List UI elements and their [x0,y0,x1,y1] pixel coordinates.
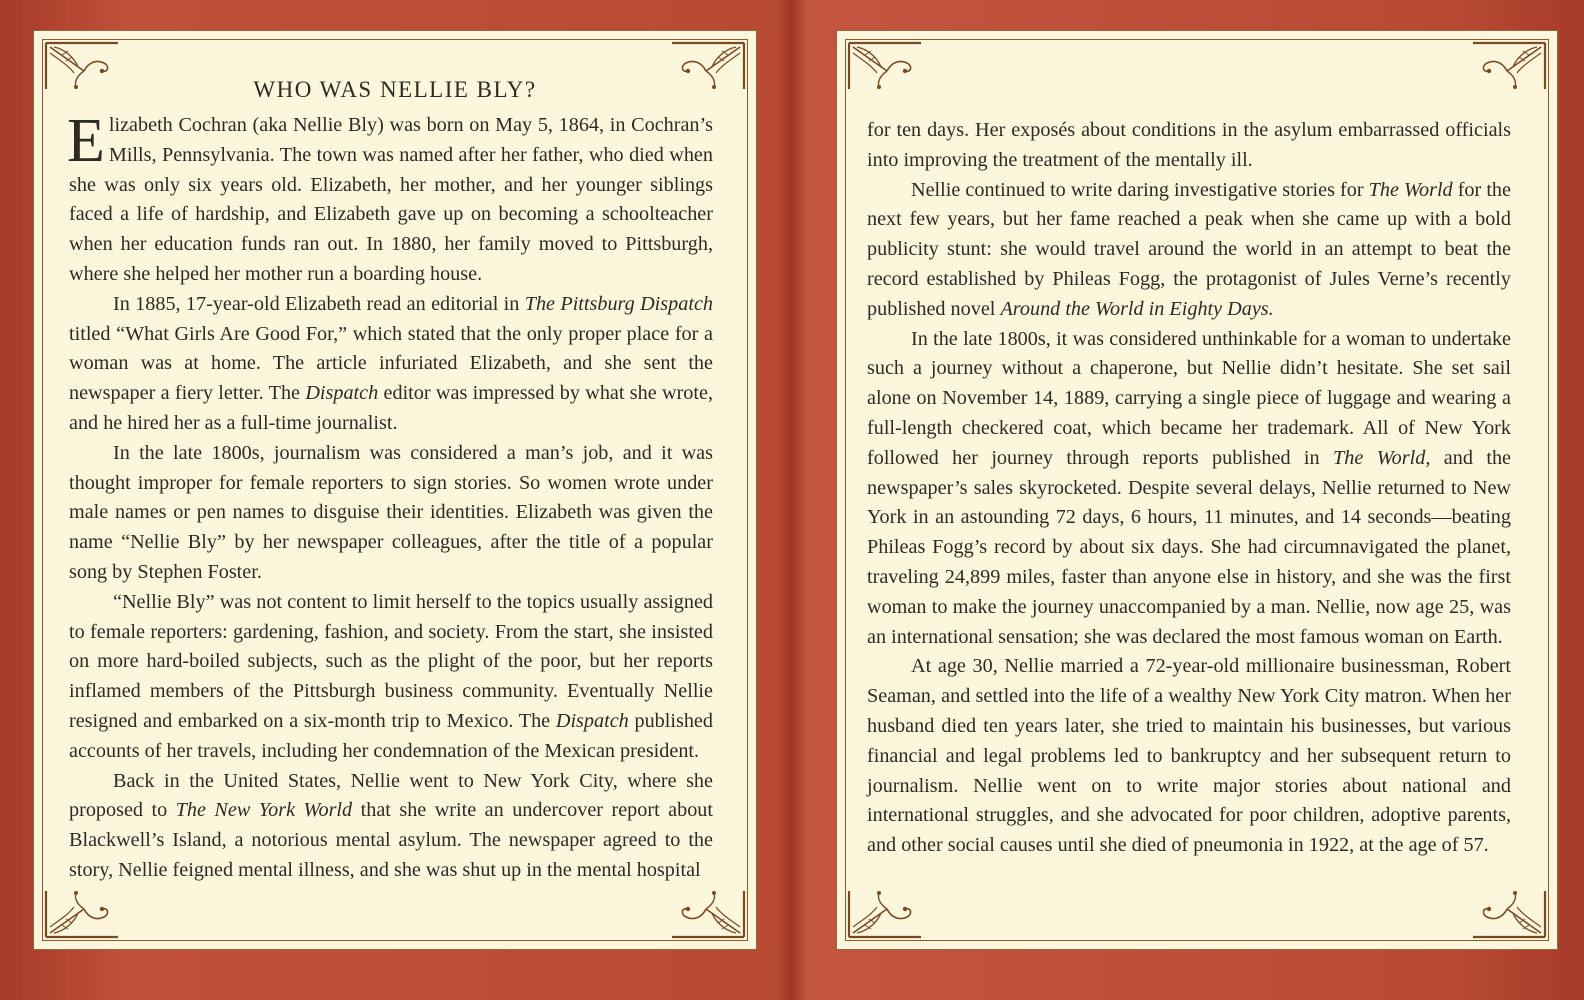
paragraph: At age 30, Nellie married a 72-year-old millionaire businessman, Robert Seaman, and settled into the life of a wealthy New York City matron. When her husband died ten years later, she tried to maintain his businesses, but various financial and legal problems led to bankruptcy and her subsequent return to journalism. Nellie went on to write major stories about national and international struggles, and she advocated for poor children, adoptive parents, and other social causes until she died of pneumonia in 1922, at the age of 57. [867,655,1511,857]
paragraph-text: editor was impressed by what she wrote, and he hired her as a full-time journalist. [69,382,714,434]
publication-title: Dispatch [555,709,629,732]
right-page-text [867,116,1511,861]
paragraph [867,325,1511,653]
paragraph [69,767,713,886]
paragraph-text: “Nellie Bly” was not content to limit herself to the topics usually assigned to female reporters: gardening, fashion, and society. From the start, she insisted on more hard-boiled subjects, such as the plight of the poor, but her reports inflamed members of the Pittsburgh business community. Eventually Nellie resigned and embarked on a six-month trip to Mexico. The [69,590,713,732]
corner-ornament-icon [847,41,923,91]
paragraph-text: published accounts of her travels, including her condemnation of the Mexican president. [69,709,713,762]
paragraph-text: lizabeth Cochran (aka Nellie Bly) was born on May 5, 1864, in Cochran’s Mills, Pennsylvania. The town was named after her father, who died when she was only six years old. Elizabeth, her mother, and her younger siblings faced a life of hardship, and Elizabeth gave up on becoming a schoolteacher when her education funds ran out. In 1880, her family moved to Pittsburgh, where she helped her mother run a boarding house. [69,114,713,285]
paragraph-text: titled “What Girls Are Good For,” which stated that the only proper place for a woman was at home. The article infuriated Elizabeth, and she sent the newspaper a fiery letter. The [69,322,713,405]
paragraph: for ten days. Her exposés about conditions in the asylum embarrassed officials into improving the treatment of the mentally ill. [867,119,1511,171]
book-title: Around the World in Eighty Days. [1000,297,1274,320]
left-page-text [67,107,714,886]
publication-title: The World [1368,178,1453,201]
publication-title: The Pittsburg Dispatch [524,292,713,315]
paragraph [69,588,713,767]
paragraph [67,107,713,290]
publication-title: The New York World [175,799,353,822]
corner-ornament-icon [1471,41,1547,91]
paragraph-text: Back in the United States, Nellie went to New York City, where she proposed to [69,769,713,822]
left-page [33,30,757,950]
corner-ornament-icon [670,889,746,939]
paragraph-text: that she write an undercover report about Blackwell’s Island, a notorious mental asylum. The newspaper agreed to the story, Nellie feigned mental illness, and she was shut up in the mental hospital [69,799,713,881]
paragraph-text: and the newspaper’s sales skyrocketed. Despite several delays, Nellie returned to New York in an astounding 72 days, 6 hours, 11 minutes, and 14 seconds—beating Phileas Fogg’s record by about six days. She had circumnavigated the planet, traveling 24,899 miles, faster than anyone else in history, and she was the first woman to make the journey unaccompanied by a man. Nellie, now age 25, was an international sensation; she was declared the most famous woman on Earth. [867,446,1511,648]
publication-title: Dispatch [305,382,379,405]
paragraph-text: In the late 1800s, it was considered unthinkable for a woman to undertake such a journey without a chaperone, but Nellie didn’t hesitate. She set sail alone on November 14, 1889, carrying a single piece of luggage and wearing a full-length checkered coat, which became her trademark. All of New York followed her journey through reports published in [867,327,1511,469]
paragraph-text: for the next few years, but her fame reached a peak when she came up with a bold publicity stunt: she would travel around the world in an attempt to beat the record established by Phileas Fogg, the protagonist of Jules Verne’s recently published novel [867,178,1511,320]
corner-ornament-icon [44,889,120,939]
paragraph: In the late 1800s, journalism was considered a man’s job, and it was thought improper for female reporters to sign stories. So women wrote under male names or pen names to disguise their identities. Elizabeth was given the name “Nellie Bly” by her newspaper colleagues, after the title of a popular song by Stephen Foster. [69,441,713,583]
paragraph-text: In 1885, 17-year-old Elizabeth read an editorial in [113,292,525,315]
corner-ornament-icon [847,889,923,939]
publication-title: The World, [1333,446,1431,469]
drop-cap: E [67,107,105,175]
paragraph [867,176,1511,325]
paragraph [69,290,713,439]
right-page [836,30,1558,950]
corner-ornament-icon [1471,889,1547,939]
page-title: WHO WAS NELLIE BLY? [253,77,537,102]
paragraph-text: Nellie continued to write daring investigative stories for [911,178,1369,201]
